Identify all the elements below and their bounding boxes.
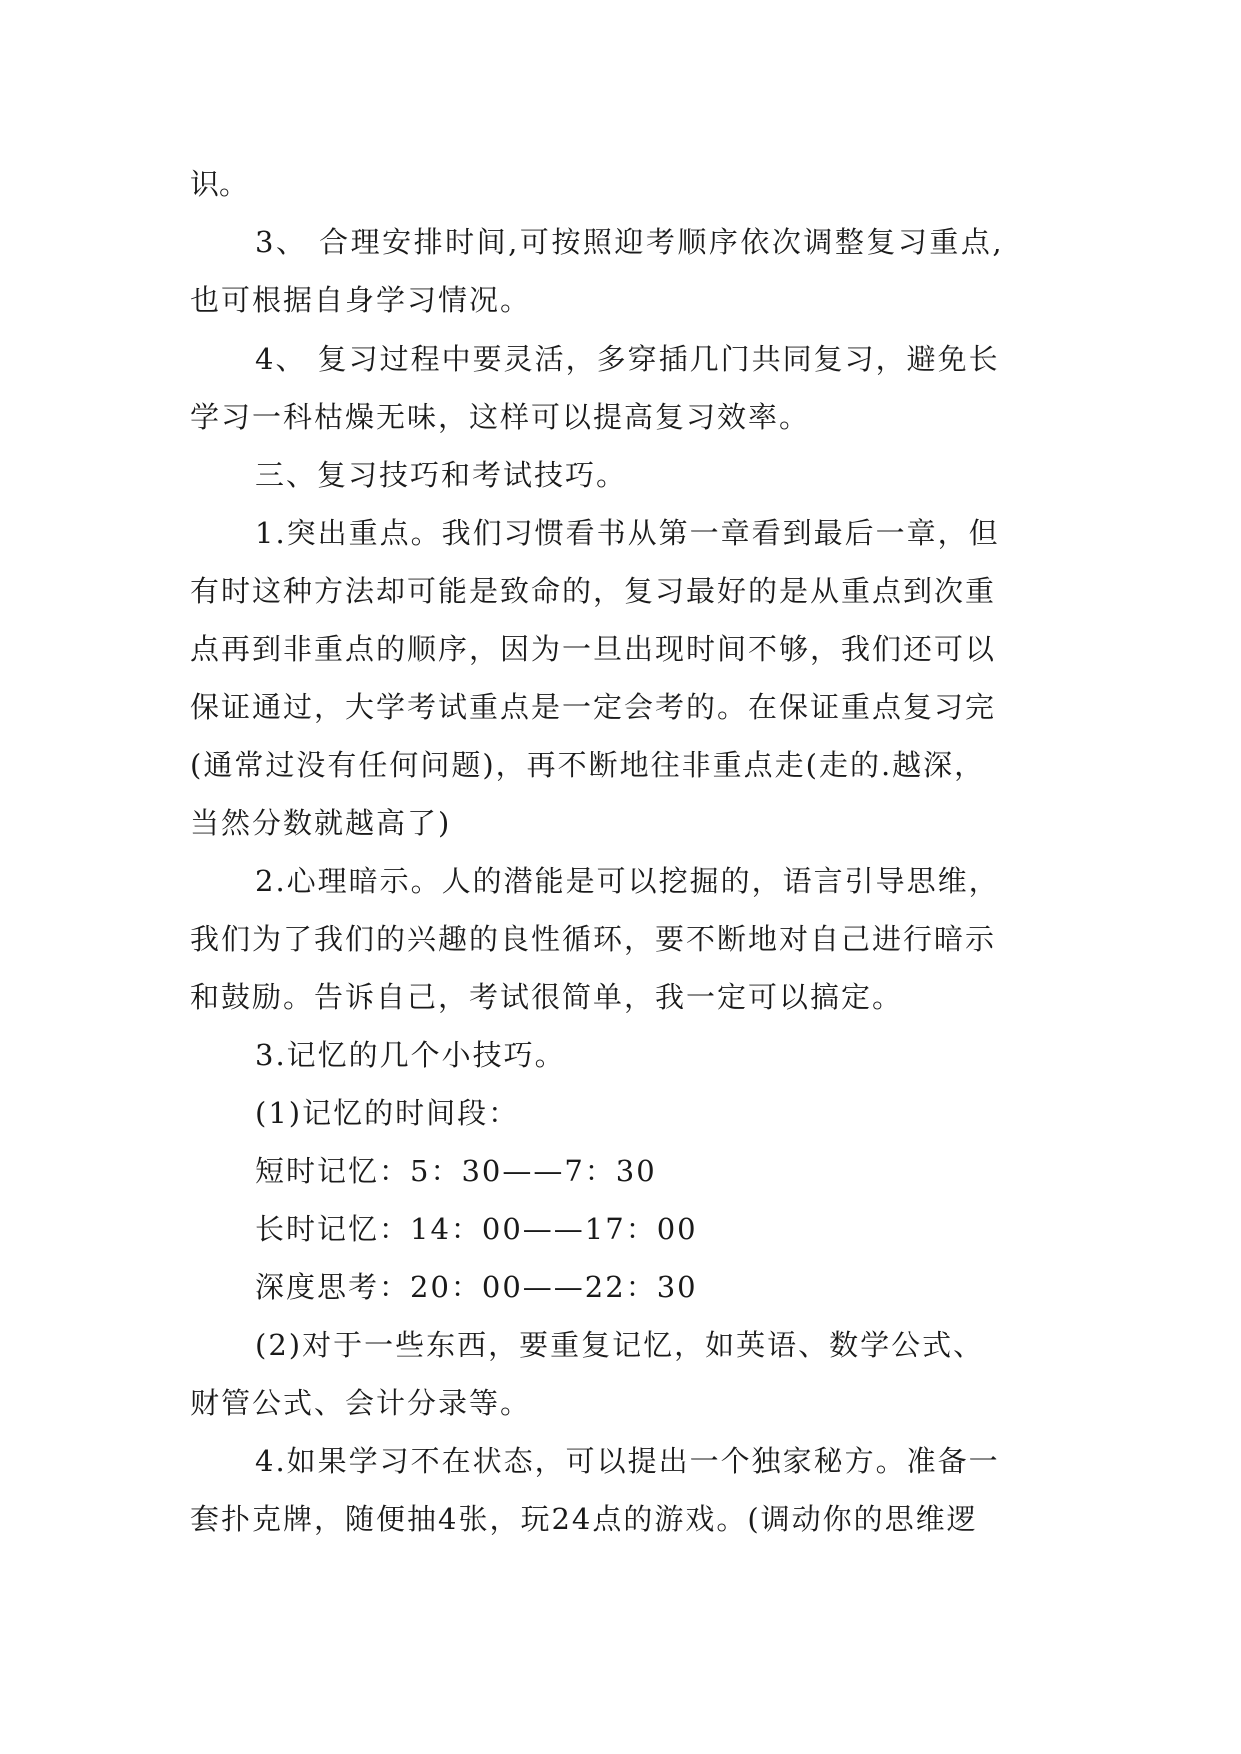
- text-line: 我们为了我们的兴趣的良性循环，要不断地对自己进行暗示: [190, 922, 997, 956]
- text-line: 学习一科枯燥无味，这样可以提高复习效率。: [190, 400, 811, 434]
- text-line: 三、复习技巧和考试技巧。: [255, 458, 628, 492]
- text-line: 4.如果学习不在状态，可以提出一个独家秘方。准备一: [255, 1444, 1000, 1478]
- text-line: (通常过没有任何问题)，再不断地往非重点走(走的.越深，: [190, 748, 986, 782]
- text-line: 和鼓励。告诉自己，考试很简单，我一定可以搞定。: [190, 980, 904, 1014]
- text-line: 点再到非重点的顺序，因为一旦出现时间不够，我们还可以: [190, 632, 997, 666]
- text-line: 深度思考：20：00——22：30: [255, 1270, 698, 1304]
- text-line: 财管公式、会计分录等。: [190, 1386, 532, 1420]
- text-line: 识。: [190, 167, 249, 201]
- text-line: 1.突出重点。我们习惯看书从第一章看到最后一章，但: [255, 516, 1000, 550]
- text-line: 套扑克牌，随便抽4张，玩24点的游戏。(调动你的思维逻: [190, 1502, 978, 1536]
- text-line: 有时这种方法却可能是致命的，复习最好的是从重点到次重: [190, 574, 997, 608]
- text-line: 短时记忆：5：30——7：30: [255, 1154, 657, 1188]
- text-line: 4、 复习过程中要灵活，多穿插几门共同复习，避免长: [255, 342, 1000, 376]
- text-line: 3.记忆的几个小技巧。: [255, 1038, 566, 1072]
- text-line: 当然分数就越高了): [190, 806, 452, 840]
- text-line: 也可根据自身学习情况。: [190, 283, 532, 317]
- text-line: 保证通过，大学考试重点是一定会考的。在保证重点复习完: [190, 690, 997, 724]
- text-line: 长时记忆：14：00——17：00: [255, 1212, 698, 1246]
- text-line: 2.心理暗示。人的潜能是可以挖掘的，语言引导思维，: [255, 864, 1000, 898]
- text-line: (1)记忆的时间段：: [255, 1096, 520, 1130]
- text-line: (2)对于一些东西，要重复记忆，如英语、数学公式、: [255, 1328, 985, 1362]
- text-line: 3、 合理安排时间,可按照迎考顺序依次调整复习重点,: [255, 225, 1005, 259]
